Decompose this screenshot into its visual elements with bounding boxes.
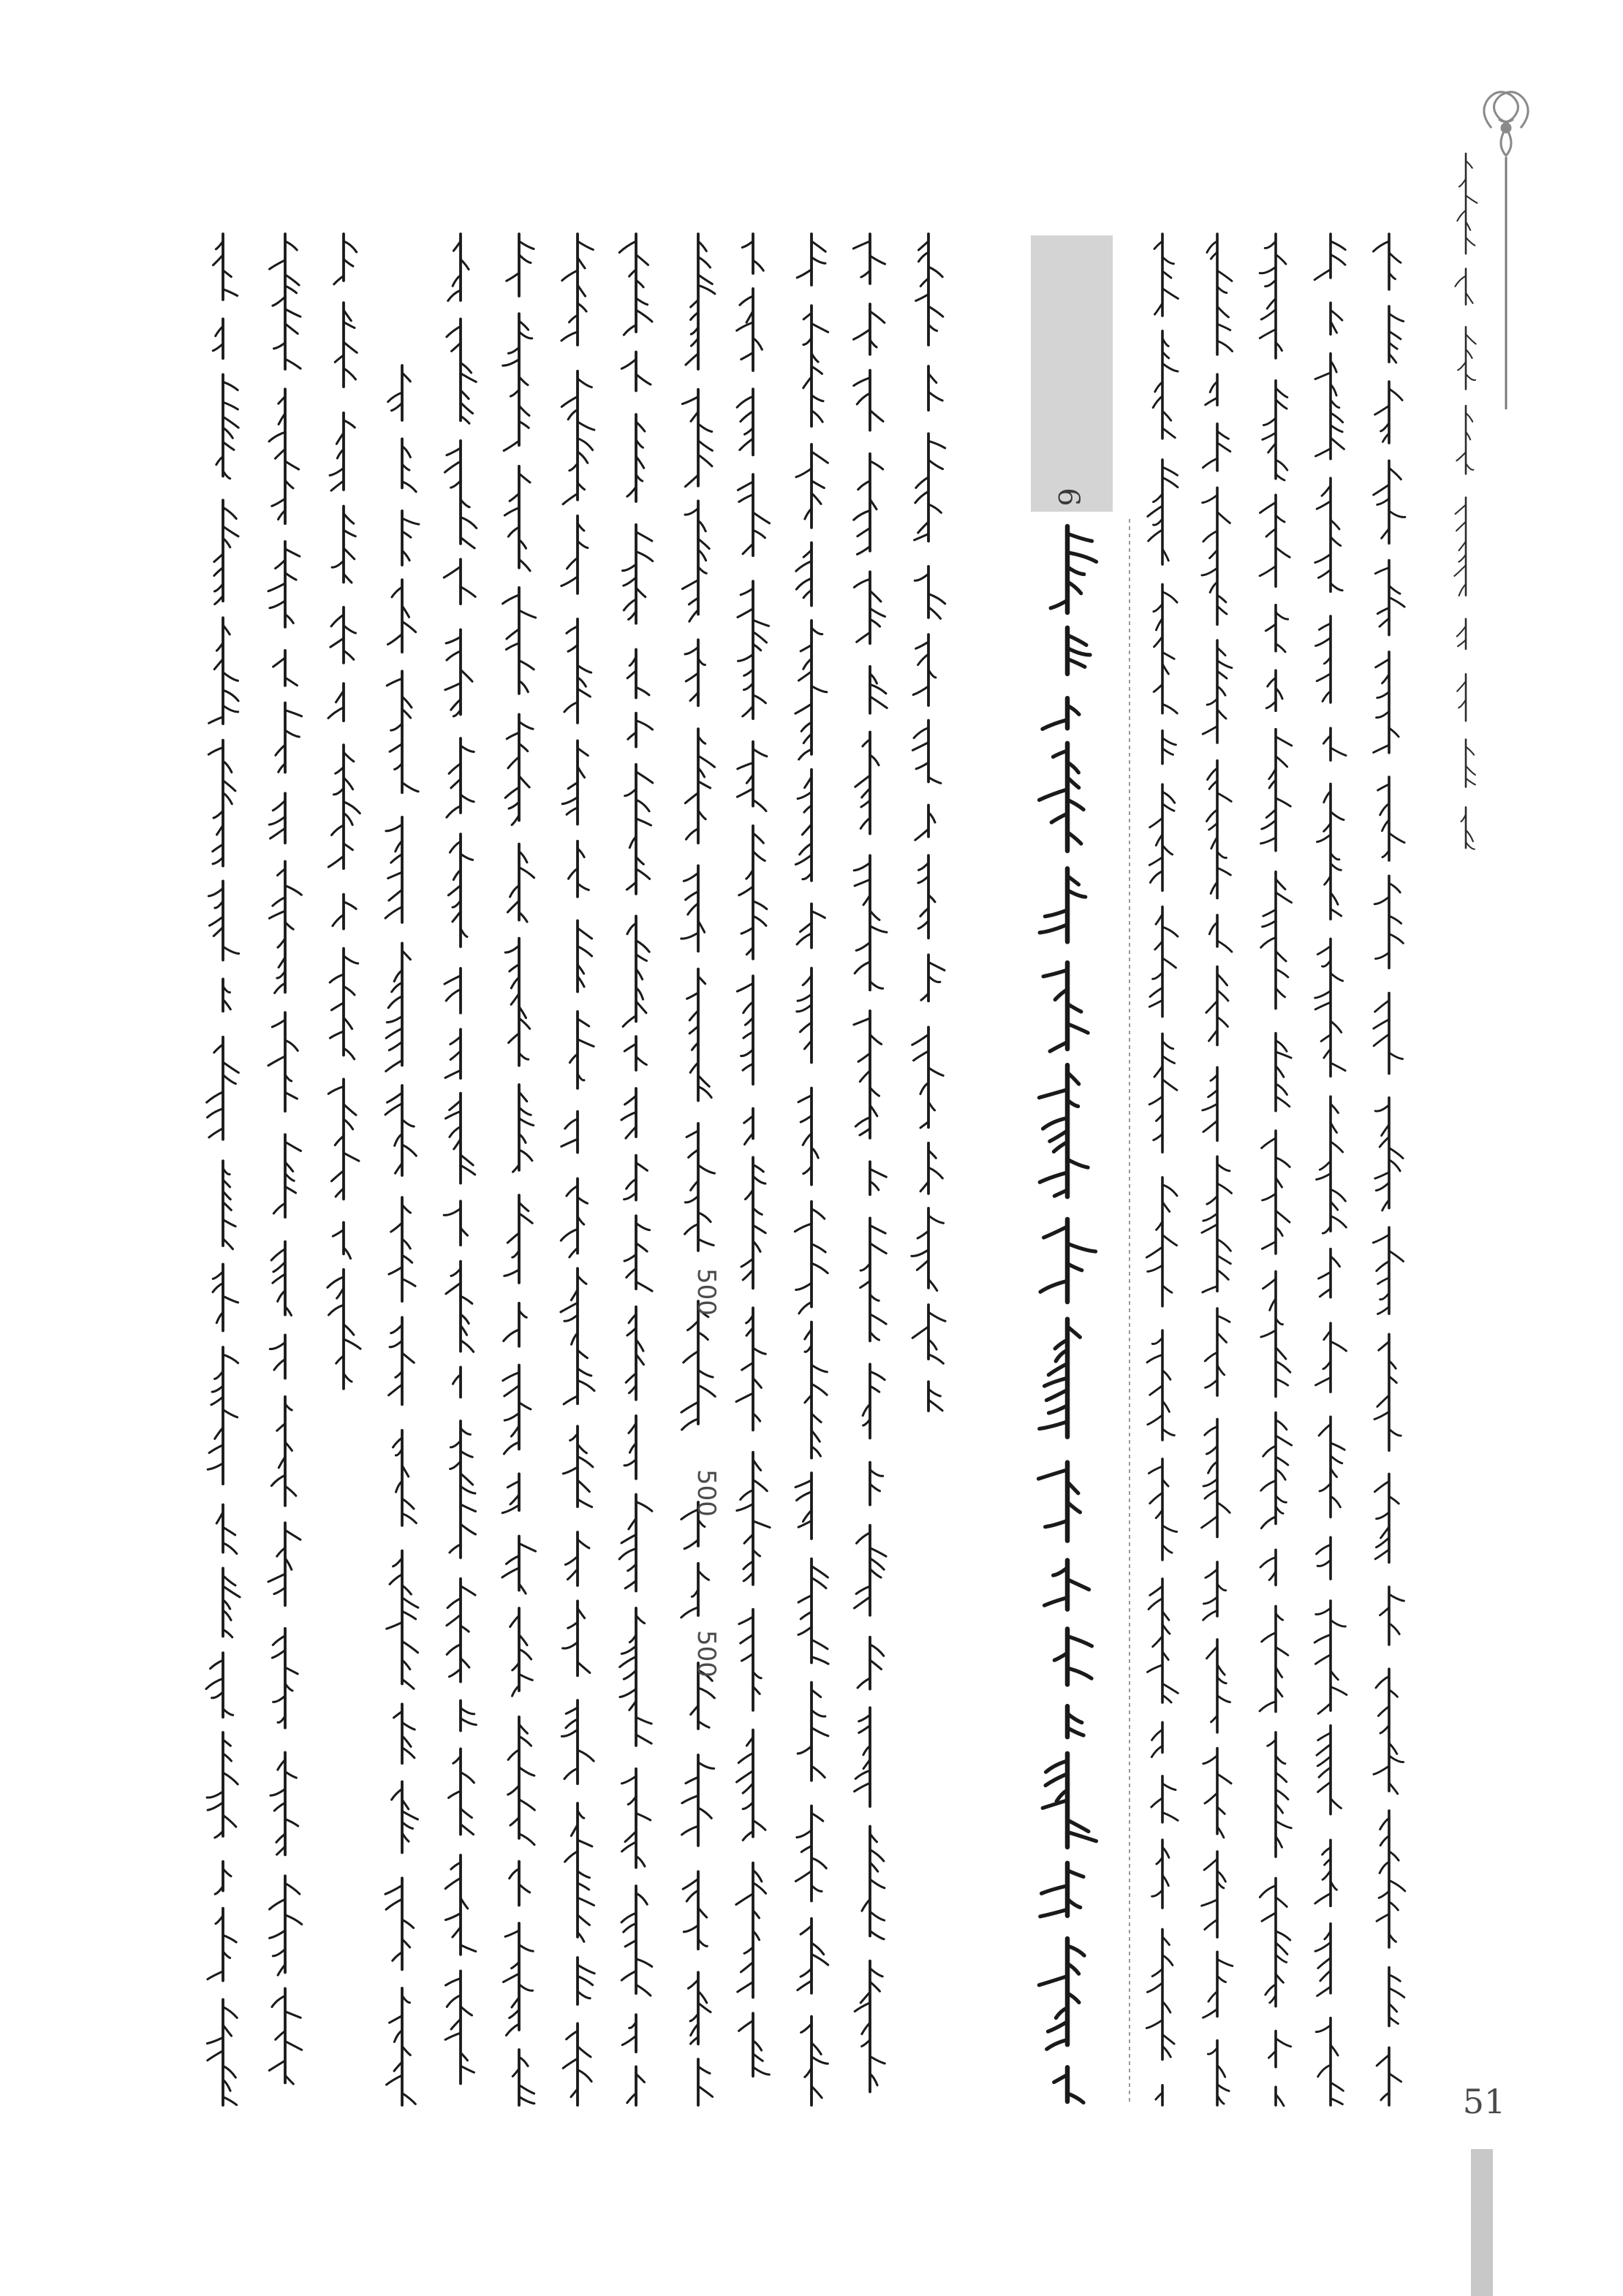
page-number: 51 xyxy=(1462,2082,1506,2121)
section-number-box xyxy=(1031,235,1113,512)
inline-number: 500 xyxy=(692,1469,721,1517)
inline-number: 500 xyxy=(692,1630,721,1678)
page-tab xyxy=(1471,2149,1493,2296)
script-lines xyxy=(206,154,1477,2106)
scroll-ornament-icon xyxy=(1484,92,1528,156)
inline-number: 500 xyxy=(692,1268,721,1316)
section-number: 6 xyxy=(1051,488,1085,507)
